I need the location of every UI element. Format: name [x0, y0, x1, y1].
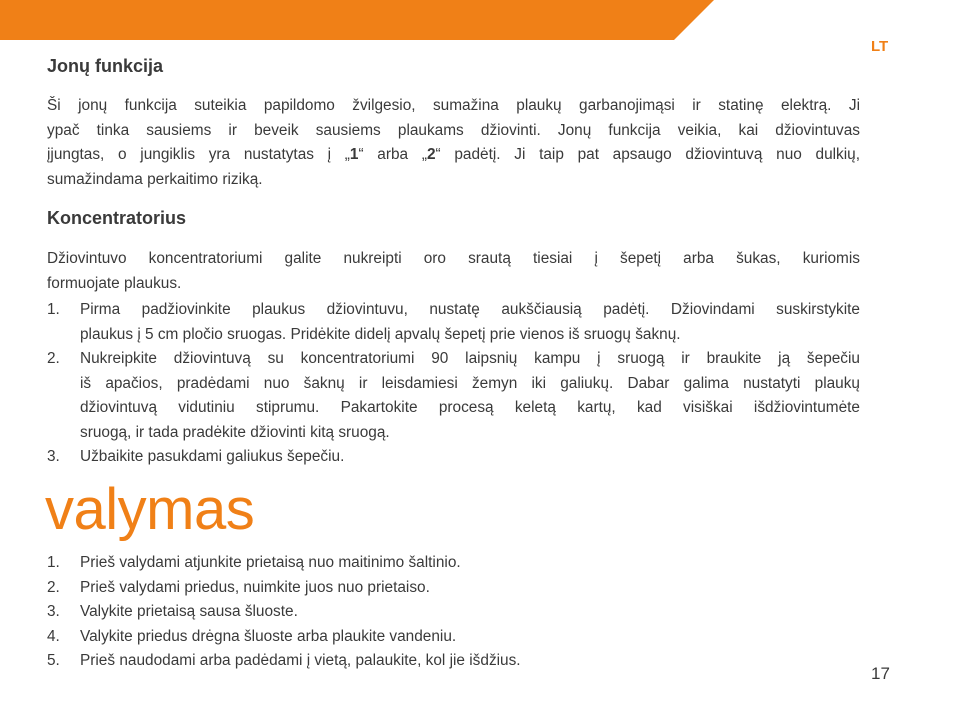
text-line: formuojate plaukus. [47, 274, 182, 292]
step-number: 2. [47, 350, 60, 367]
step-number: 5. [47, 652, 60, 669]
language-code: LT [871, 38, 889, 55]
text-line: sumažindama perkaitimo riziką. [47, 170, 263, 188]
step-text [80, 445, 860, 470]
orange-header-band [0, 0, 954, 40]
orange-header-shape [0, 0, 714, 40]
cleaning-steps [47, 551, 860, 674]
list-item [47, 551, 860, 576]
list-item [47, 445, 860, 470]
text-fragment: įjungtas, o jungiklis yra nustatytas į „ [47, 146, 350, 163]
list-item [47, 649, 860, 674]
list-item [47, 600, 860, 625]
setting-1: 1 [349, 146, 359, 163]
ion-function-heading: Jonų funkcija [47, 56, 164, 76]
step-number: 2. [47, 578, 60, 596]
text-fragment: “ padėtį. Ji taip pat apsaugo džiovintuvą nuo dulkių, [435, 146, 860, 163]
list-item [47, 625, 860, 650]
setting-2: 2 [426, 146, 436, 163]
cleaning-title: valymas [45, 477, 255, 542]
page-number: 17 [871, 664, 890, 683]
concentrator-steps [47, 298, 860, 470]
step-text [80, 298, 860, 347]
list-item [47, 298, 860, 347]
concentrator-intro [47, 247, 860, 296]
step-text: Prieš naudodami arba padėdami į vietą, palaukite, kol jie išdžius. [80, 652, 521, 669]
step-number: 3. [47, 448, 60, 465]
text-line [47, 143, 860, 168]
concentrator-heading: Koncentratorius [47, 208, 187, 228]
text-line: džiovintuvą vidutiniu stiprumu. Pakartokite procesą keletą kartų, kad visiškai išdžiovintumėte [80, 399, 860, 416]
text-line: iš apačios, pradėdami nuo šaknų ir leisdamiesi žemyn iki galiukų. Dabar galima nustatyti plaukų [80, 374, 860, 392]
text-line: sruogą, ir tada pradėkite džiovinti kitą sruogą. [80, 423, 390, 441]
step-number: 1. [47, 554, 60, 571]
step-text: Prieš valydami priedus, nuimkite juos nuo prietaiso. [80, 578, 430, 596]
step-text: Valykite priedus drėgna šluoste arba plaukite vandeniu. [80, 627, 457, 645]
text-fragment: “ arba „ [358, 146, 427, 163]
step-text [80, 347, 860, 445]
step-number: 4. [47, 627, 60, 645]
text-line: Nukreipkite džiovintuvą su koncentratoriumi 90 laipsnių kampu į sruogą ir braukite ją šepečiu [80, 350, 860, 367]
text-line: plaukus į 5 cm pločio sruogas. Pridėkite didelį apvalų šepetį prie vienos iš sruogų šaknų. [80, 325, 681, 343]
text-line: Ši jonų funkcija suteikia papildomo žvilgesio, sumažina plaukų garbanojimąsi ir statinę elektrą. Ji [47, 97, 860, 114]
text-line: Džiovintuvo koncentratoriumi galite nukreipti oro srautą tiesiai į šepetį arba šukas, kuriomis [47, 250, 860, 267]
text-line: Užbaikite pasukdami galiukus šepečiu. [80, 448, 345, 465]
step-text: Valykite prietaisą sausa šluoste. [80, 603, 298, 620]
text-line: ypač tinka sausiems ir beveik sausiems plaukams džiovinti. Jonų funkcija veikia, kai džiovintuvas [47, 121, 860, 139]
step-number: 3. [47, 603, 60, 620]
ion-function-paragraph [47, 94, 860, 192]
step-text: Prieš valydami atjunkite prietaisą nuo maitinimo šaltinio. [80, 554, 461, 571]
text-line: Pirma padžiovinkite plaukus džiovintuvu, nustatę aukščiausią padėtį. Džiovindami suskirstykite [80, 301, 860, 318]
step-number: 1. [47, 301, 60, 318]
list-item [47, 347, 860, 445]
list-item [47, 576, 860, 601]
